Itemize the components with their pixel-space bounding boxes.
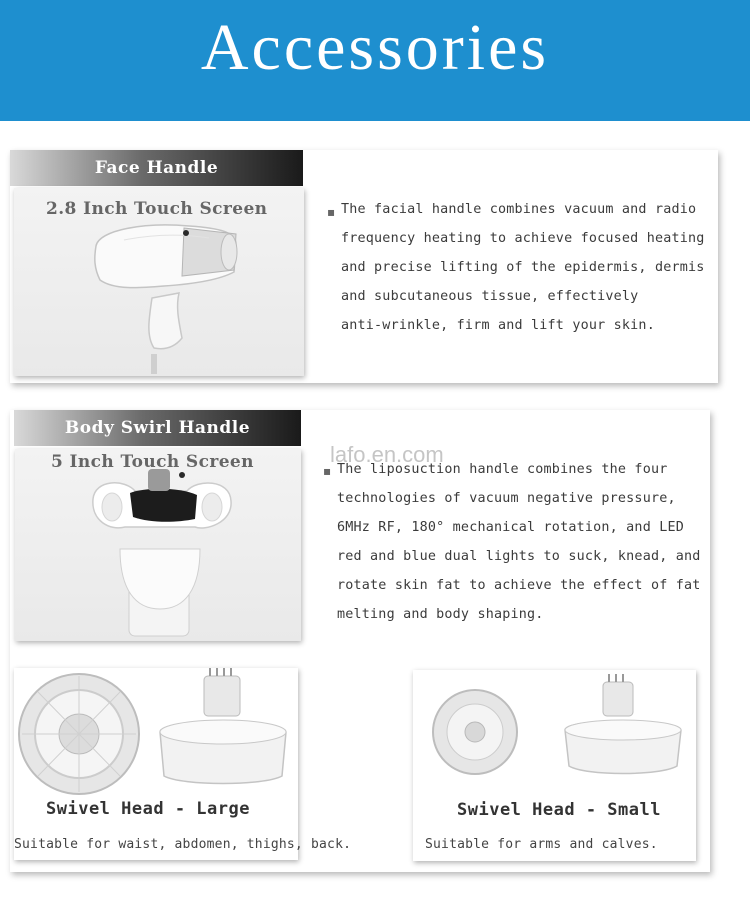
swivel-small-card <box>413 670 696 861</box>
body-handle-description <box>337 455 707 629</box>
body-handle-photo <box>15 449 301 641</box>
description-line: and precise lifting of the epidermis, dermis <box>341 260 705 275</box>
description-line: melting and body shaping. <box>337 607 544 622</box>
description-line: anti-wrinkle, firm and lift your skin. <box>341 318 655 333</box>
body-handle-tab <box>14 410 301 446</box>
description-line: technologies of vacuum negative pressure, <box>337 491 676 506</box>
face-handle-screen-label: 2.8 Inch Touch Screen <box>46 199 268 219</box>
swivel-small-image <box>413 670 696 800</box>
swivel-small-title: Swivel Head - Small <box>457 800 661 820</box>
description-line: The liposuction handle combines the four <box>337 462 668 477</box>
face-handle-tab <box>10 150 303 186</box>
swivel-large-title: Swivel Head - Large <box>46 799 250 819</box>
body-handle-screen-label: 5 Inch Touch Screen <box>51 452 254 472</box>
watermark-text: lafo.en.com <box>330 442 444 467</box>
face-handle-photo <box>14 188 304 376</box>
page-title: Accessories <box>200 11 550 84</box>
body-handle-device-image <box>15 449 301 641</box>
square-bullet-icon: ▪ <box>323 464 332 478</box>
swivel-large-description: Suitable for waist, abdomen, thighs, back. <box>14 837 352 852</box>
header-banner <box>0 0 750 121</box>
description-line: 6MHz RF, 180° mechanical rotation, and LED <box>337 520 684 535</box>
face-handle-tab-label: Face Handle <box>94 158 219 178</box>
description-line: and subcutaneous tissue, effectively <box>341 289 639 304</box>
face-handle-description <box>341 195 711 340</box>
square-bullet-icon: ▪ <box>327 205 336 219</box>
description-line: frequency heating to achieve focused heating <box>341 231 705 246</box>
swivel-large-image <box>14 668 298 798</box>
swivel-small-description: Suitable for arms and calves. <box>425 837 658 852</box>
swivel-large-card <box>14 668 352 860</box>
description-line: red and blue dual lights to suck, knead, and <box>337 549 701 564</box>
body-handle-tab-label: Body Swirl Handle <box>64 418 251 438</box>
description-line: rotate skin fat to achieve the effect of fat <box>337 578 701 593</box>
description-line: The facial handle combines vacuum and radio <box>341 202 697 217</box>
